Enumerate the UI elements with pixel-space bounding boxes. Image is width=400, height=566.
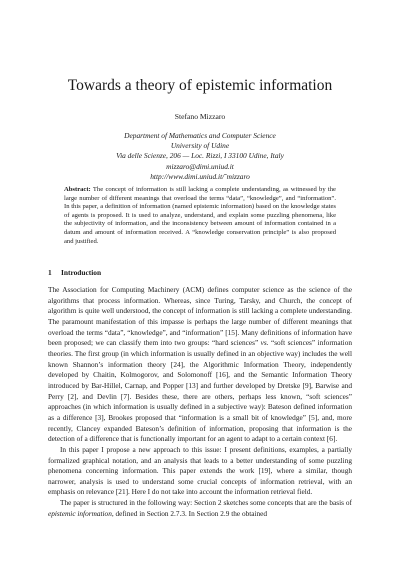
- affiliation-university: University of Udine: [170, 141, 230, 151]
- body-text-column: [48, 285, 352, 566]
- paragraph: In this paper I propose a new approach to this issue: I present definitions, examples, a partially formalized graphical notation, and an analysis that leads to a better understanding of some puzzling phenomena concerning information. This paper extends the work [19], where a similar, though narrower, analysis is used to understand some crucial concepts of information retrieval, with an emphasis on relevance [21]. Here I do not take into account the information retrieval field.: [48, 444, 352, 497]
- author-homepage: http://www.dimi.uniud.it/˜mizzaro: [150, 171, 250, 181]
- section-body: [48, 285, 352, 566]
- author-name: Stefano Mizzaro: [174, 112, 226, 121]
- paper-title: Towards a theory of epistemic information: [67, 77, 333, 94]
- abstract: [64, 186, 336, 246]
- abstract-label: Abstract:: [64, 186, 91, 193]
- paragraph: The Association for Computing Machinery (ACM) defines computer science as the science of the algorithms that process information. Whereas, since Turing, Tarsky, and Church, the concept of algorithm is quite well understood, the concept of information is still lacking a complete understanding. The paramount manifestation of this impasse is perhaps the large number of different meanings that overload the terms “data”, “knowledge”, and “information” [15]. Many definitions of information have been proposed; we can classify them into two groups: “hard sciences” vs. “soft sciences” information theories. The first group (in which information is usually defined in an objective way) includes the well known Shannon’s information theory [24], the Algorithmic Information Theory, independently developed by Chaitin, Kolmogorov, and Solomonoff [16], and the Semantic Information Theory introduced by Bar-Hillel, Carnap, and Popper [13] and further developed by Dretske [9], Barwise and Perry [2], and Devlin [7]. Besides these, there are others, perhaps less known, “soft sciences” approaches (in which information is usually defined in a subjective way): Bateson defined information as a difference [3], Brookes proposed that “information is a small bit of knowledge” [5], and, more recently, Clancey expanded Bateson’s definition of information, proposing that information is the detection of a difference that is functionally important for an agent to adapt to a certain context [6].: [48, 285, 352, 444]
- author-email: mizzaro@dimi.uniud.it: [166, 161, 234, 171]
- affiliation-department: Department of Mathematics and Computer Science: [124, 131, 276, 140]
- abstract-text: The concept of information is still lacking a complete understanding, as witnessed by the large number of different meanings that overload the terms “data”, “knowledge”, and “information”. In this paper, a definition of information (named epistemic information) based on the knowledge states of agents is proposed. It is used to analyze, understand, and explain some puzzling phenomena, like the subjectivity of information, and the inconsistency between amount of information contained in a datum and amount of information received. A “knowledge conservation principle” is also proposed and justified.: [64, 186, 336, 245]
- section-number: 1: [48, 268, 52, 277]
- author-affiliation: [0, 131, 400, 182]
- section-title: Introduction: [61, 268, 102, 277]
- section-heading: [48, 268, 101, 278]
- paragraph: The paper is structured in the following way: Section 2 sketches some concepts that are the basis of epistemic information, defined in Section 2.7.3. In Section 2.9 the obtained: [48, 498, 352, 518]
- affiliation-address: Via delle Scienze, 206 — Loc. Rizzi, I 33100 Udine, Italy: [116, 151, 284, 161]
